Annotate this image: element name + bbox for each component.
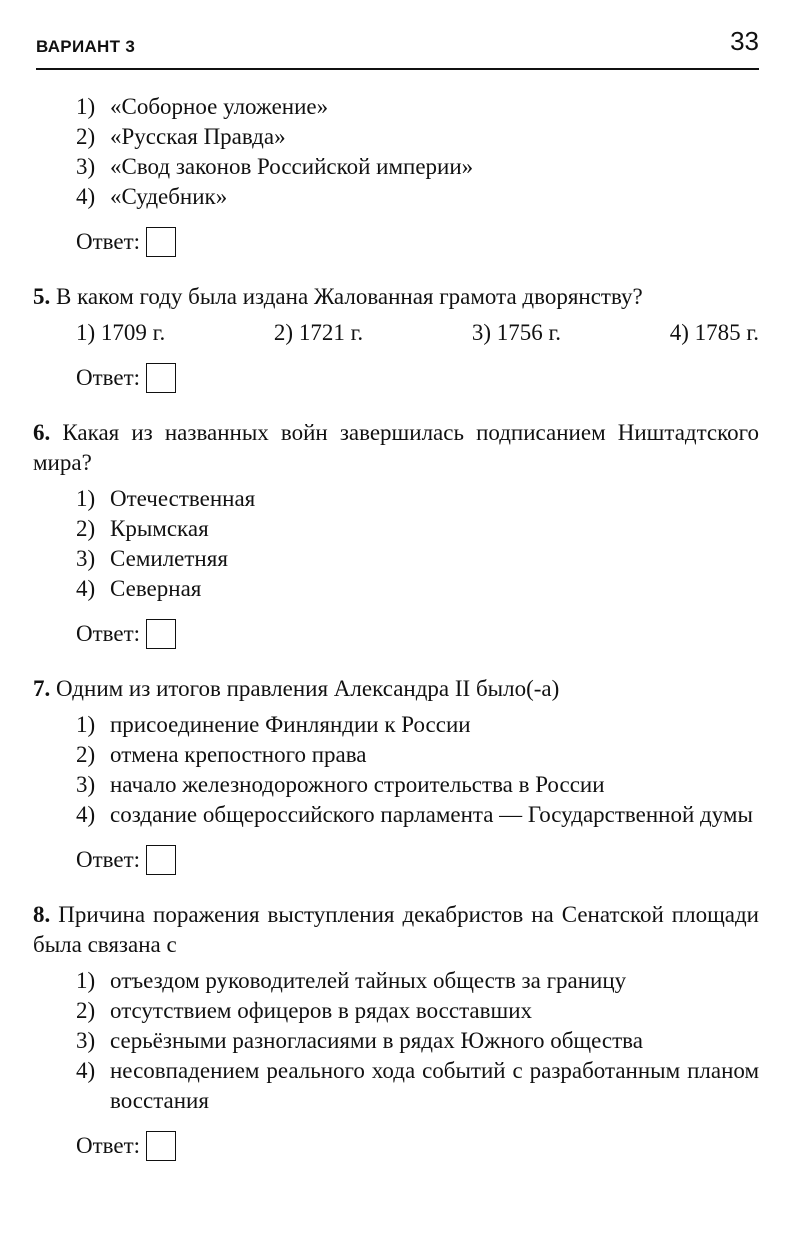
question-5-options: [62, 318, 759, 348]
option: 1) Отечественная: [76, 486, 256, 511]
option: 1) «Соборное уложение»: [76, 94, 329, 119]
question-4-options: [62, 92, 759, 212]
option: 3) «Свод законов Российской империи»: [76, 154, 474, 179]
question-6: 6. Какая из названных войн завершилась подписанием Ништадтского мира?: [33, 420, 760, 475]
option: 3) начало железнодорожного строительства в России: [76, 772, 605, 797]
question-5: 5. В каком году была издана Жалованная грамота дворянству?: [33, 284, 643, 309]
option: 2) Крымская: [76, 516, 209, 541]
answer-box[interactable]: [146, 1131, 176, 1161]
option: 2) «Русская Правда»: [76, 124, 286, 149]
option: 2) 1721 г.: [273, 320, 364, 345]
answer-label: Ответ:: [76, 1133, 141, 1158]
answer-label: Ответ:: [76, 847, 141, 872]
option: 4) «Судебник»: [76, 184, 228, 209]
option: 1) отъездом руководителей тайных обществ за границу: [76, 968, 627, 993]
question-8-options: [62, 966, 759, 1116]
page-header: [36, 28, 759, 70]
answer-label: Ответ:: [76, 621, 141, 646]
answer-row-7: [62, 844, 759, 876]
answer-row-8: [62, 1130, 759, 1162]
question-7-options: [62, 710, 759, 830]
answer-row-4: [62, 226, 759, 258]
question-8: 8. Причина поражения выступления декабристов на Сенатской площади была связана с: [33, 902, 759, 957]
content: [33, 92, 760, 1162]
option: 4) несовпадением реального хода событий с разработанным планом восстания: [76, 1058, 759, 1113]
answer-label: Ответ:: [76, 365, 141, 390]
option: 3) 1756 г.: [471, 320, 562, 345]
option: 1) 1709 г.: [76, 320, 166, 345]
answer-box[interactable]: [146, 845, 176, 875]
option: 2) отсутствием офицеров в рядах восставших: [76, 998, 533, 1023]
option: 2) отмена крепостного права: [76, 742, 367, 767]
option: 4) создание общероссийского парламента — Государственной думы: [76, 802, 753, 827]
page-number: 33: [730, 26, 759, 56]
answer-row-6: [62, 618, 759, 650]
option: 4) Северная: [76, 576, 202, 601]
question-7: 7. Одним из итогов правления Александра II было(-а): [33, 676, 560, 701]
option: 4) 1785 г.: [669, 320, 759, 345]
question-6-options: [62, 484, 759, 604]
answer-box[interactable]: [146, 363, 176, 393]
variant-title: ВАРИАНТ 3: [36, 37, 136, 56]
option: 3) серьёзными разногласиями в рядах Южного общества: [76, 1028, 643, 1053]
answer-box[interactable]: [146, 619, 176, 649]
answer-box[interactable]: [146, 227, 176, 257]
option: 1) присоединение Финляндии к России: [76, 712, 471, 737]
answer-label: Ответ:: [76, 229, 141, 254]
answer-row-5: [62, 362, 759, 394]
option: 3) Семилетняя: [76, 546, 228, 571]
